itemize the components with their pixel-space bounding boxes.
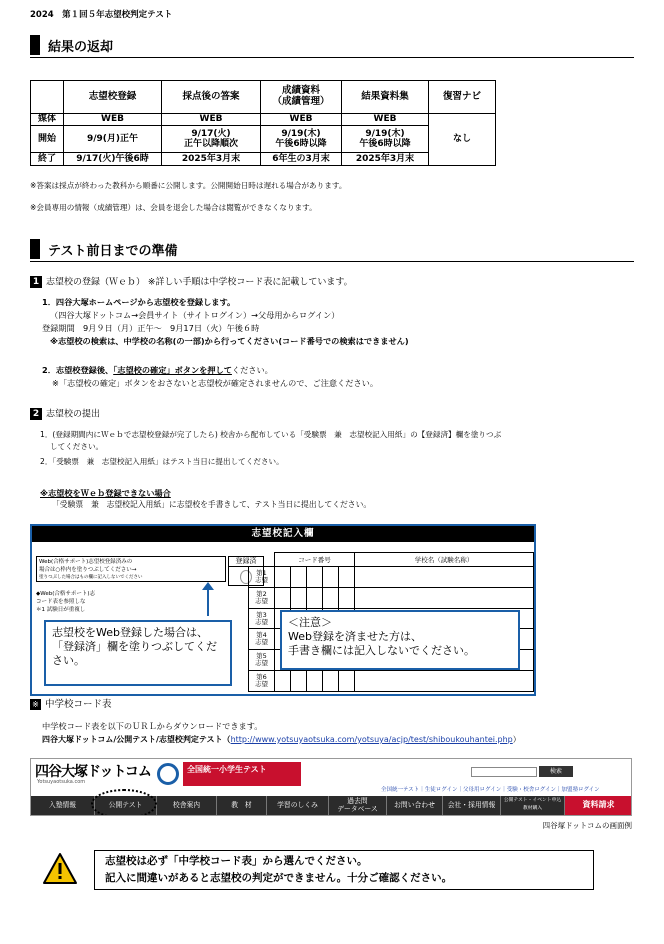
- callout-caution: [280, 610, 520, 670]
- website-caption: 四谷塚ドットコムの画面例: [542, 821, 632, 830]
- item1-step2-note: ※「志望校の確定」ボタンをおさないと志望校が確定されませんので、ご注意ください。: [52, 378, 379, 388]
- section-heading-prep: [30, 238, 634, 260]
- header-answers: 採点後の答案: [162, 81, 261, 114]
- grid-row-label: 第3 志望: [249, 608, 275, 629]
- grid-row-label: 第4 志望: [249, 629, 275, 650]
- code-table-line2: [42, 734, 521, 746]
- registered-label: 登録済: [229, 557, 263, 567]
- start-cell: 9/17(火) 正午以降順次: [162, 126, 261, 153]
- heading-bar: [30, 35, 40, 55]
- grid-row-label: 第1 志望: [249, 567, 275, 588]
- code-table-heading: [30, 699, 112, 711]
- code-table-line1: 中学校コード表を以下のＵＲＬからダウンロードできます。: [42, 721, 263, 731]
- item1-heading: [30, 276, 353, 289]
- website-mock: [30, 758, 632, 816]
- banner[interactable]: [183, 762, 301, 786]
- item2-title: 志望校の提出: [46, 409, 101, 420]
- heading-bar: [30, 239, 40, 259]
- form-left-text: 場合は○枠内を塗りつぶしてください→: [39, 567, 137, 573]
- start-cell: 9/19(木) 午後6時以降: [342, 126, 429, 153]
- item1-step1-sub: （四谷大塚ドットコム→会員サイト（サイトログイン）→父母用からログイン）: [50, 310, 340, 320]
- item1-step1: 1．四谷大塚ホームページから志望校を登録します。: [42, 297, 236, 307]
- site-logo-sub: Yotsuyaotsuka.com: [37, 779, 86, 785]
- item2-line1: 1．(登録期間内にＷｅｂで志望校登録が完了したら) 校舎から配布している「受験票 兼 志望校記入用紙」の【登録済】欄を塗りつぶ: [40, 430, 502, 439]
- warning-icon: [42, 852, 78, 886]
- globe-icon: [157, 763, 179, 785]
- header-grades: 成績資料 （成績管理）: [261, 81, 342, 114]
- row-label-end: 終了: [31, 153, 64, 166]
- media-cell: WEB: [162, 114, 261, 126]
- nav-item[interactable]: 会社・採用情報: [443, 796, 501, 816]
- note-answers: ※答案は採点が終わった教科から順番に公開します。公開開始日時は遅れる場合があります。: [30, 181, 347, 190]
- header-blank: [31, 81, 64, 114]
- form-left-text: 塗りつぶした場合はもの欄に記入しないでください: [39, 575, 143, 580]
- banner-text: 全国統一小学生テスト: [187, 765, 267, 774]
- highlight-circle: [91, 789, 157, 816]
- code-table-paren: ）: [512, 735, 521, 744]
- caution-heading: ＜注意＞: [288, 616, 332, 629]
- item1-step2: [42, 364, 273, 376]
- page-header: 2024 第１回５年志望校判定テスト: [30, 10, 173, 20]
- form-example: [30, 524, 536, 696]
- caution-line: 手書き欄には記入しないでください。: [288, 644, 475, 657]
- item1-period-note: ※志望校の検索は、中学校の名称(の一部)から行ってください(コード番号での検索はできません): [50, 336, 409, 346]
- nav-item-active[interactable]: 公開テスト: [95, 796, 157, 816]
- nav-item-request[interactable]: 資料請求: [565, 796, 632, 816]
- school-header: 学校名（試験名称）: [355, 553, 534, 567]
- caution-line: Web登録を済ませた方は、: [288, 630, 422, 643]
- item2-line3: 「受験票 兼 志望校記入用紙」に志望校を手書きして、テスト当日に提出してください。: [52, 500, 372, 509]
- form-left-text: ◆Web(合格サポート)志: [36, 591, 96, 597]
- item2-line1b: してください。: [50, 442, 104, 451]
- item1-title: 志望校の登録（Ｗｅｂ） ※詳しい手順は中学校コード表に記載しています。: [46, 277, 353, 288]
- nav-item[interactable]: 校舎案内: [157, 796, 217, 816]
- nav-item[interactable]: 公開テスト・イベント申込 教材購入: [501, 796, 565, 816]
- row-label-media: 媒体: [31, 114, 64, 126]
- media-cell: WEB: [342, 114, 429, 126]
- nav-item[interactable]: 教 材: [217, 796, 267, 816]
- item-number: 1: [30, 276, 42, 288]
- item1-period: 登録期間 9月９日（月）正午～ 9月17日（火）午後６時: [42, 323, 260, 333]
- start-cell: 9/19(木) 午後6時以降: [261, 126, 342, 153]
- section-heading-results: [30, 34, 634, 56]
- schedule-table: [30, 80, 496, 166]
- grid-row-label: 第6 志望: [249, 671, 275, 692]
- step2-part-c: ください。: [231, 365, 273, 375]
- item2-heading: [30, 408, 100, 421]
- form-left-instructions: [36, 556, 226, 582]
- callout-registered: 志望校をWeb登録した場合は、「登録済」欄を塗りつぶしてください。: [44, 620, 232, 686]
- site-search-input[interactable]: [471, 767, 537, 777]
- note-membership: ※会員専用の情報（成績管理）は、会員を退会した場合は閲覧ができなくなります。: [30, 203, 317, 212]
- end-cell: 9/17(火)午後6時: [64, 153, 162, 166]
- media-cell: WEB: [64, 114, 162, 126]
- step2-part-a: 2．志望校登録後、: [42, 365, 114, 375]
- grid-row-label: 第5 志望: [249, 650, 275, 671]
- section-title: テスト前日までの準備: [48, 243, 178, 259]
- arrow-head-icon: [202, 582, 214, 590]
- site-logo: 四谷大塚ドットコム: [35, 764, 151, 780]
- end-cell: 2025年3月末: [342, 153, 429, 166]
- nav-item[interactable]: 入塾情報: [31, 796, 95, 816]
- end-cell: 6年生の3月末: [261, 153, 342, 166]
- nav-item[interactable]: 過去問 データベース: [329, 796, 387, 816]
- form-title: 志望校記入欄: [32, 526, 534, 542]
- form-left-instructions-2: [36, 590, 236, 614]
- step2-part-b: 「志望校の確定」ボタンを押して: [113, 365, 232, 375]
- site-search-button[interactable]: 検索: [539, 766, 573, 777]
- header-results: 結果資料集: [342, 81, 429, 114]
- warning-line: 志望校は必ず「中学校コード表」から選んでください。: [105, 855, 368, 867]
- code-table-url-link[interactable]: http://www.yotsuyaotsuka.com/yotsuya/acjp/test/shiboukouhantei.php: [230, 735, 513, 744]
- code-table-title: 中学校コード表: [45, 699, 112, 710]
- code-table-path: 四谷大塚ドットコム/公開テスト/志望校判定テスト（: [42, 735, 231, 744]
- row-label-start: 開始: [31, 126, 64, 153]
- start-cell: 9/9(月)正午: [64, 126, 162, 153]
- code-header: コード番号: [275, 553, 355, 567]
- end-cell: 2025年3月末: [162, 153, 261, 166]
- grid-corner: [249, 553, 275, 567]
- header-shibou: 志望校登録: [64, 81, 162, 114]
- form-left-text: ＊1 試験日が重複し: [36, 607, 86, 613]
- nav-item[interactable]: 学習のしくみ: [267, 796, 329, 816]
- nav-item[interactable]: お問い合わせ: [387, 796, 443, 816]
- item2-heading-noweb: ※志望校をＷｅｂ登録できない場合: [40, 488, 171, 498]
- heading-rule: [30, 261, 634, 262]
- warning-box: [94, 850, 594, 890]
- form-left-text: Web(合格サポート)志望校登録済みの: [39, 559, 133, 565]
- header-navi: 復習ナビ: [429, 81, 496, 114]
- item2-line2: 2．「受験票 兼 志望校記入用紙」はテスト当日に提出してください。: [40, 457, 284, 466]
- code-table-mark: ※: [30, 699, 41, 710]
- warning-line: 記入に間違いがあると志望校の判定ができません。十分ご確認ください。: [105, 872, 453, 884]
- section-title: 結果の返却: [48, 39, 114, 55]
- grid-row-label: 第2 志望: [249, 587, 275, 608]
- media-cell: WEB: [261, 114, 342, 126]
- heading-rule: [30, 57, 634, 58]
- navi-cell: なし: [429, 114, 496, 166]
- form-left-text: コード表を参照しな: [36, 599, 86, 605]
- site-links[interactable]: 全国統一テスト｜生徒ログイン｜父母用ログイン｜受験・校舎ログイン｜加盟塾ログイン: [381, 787, 600, 793]
- item-number: 2: [30, 408, 42, 420]
